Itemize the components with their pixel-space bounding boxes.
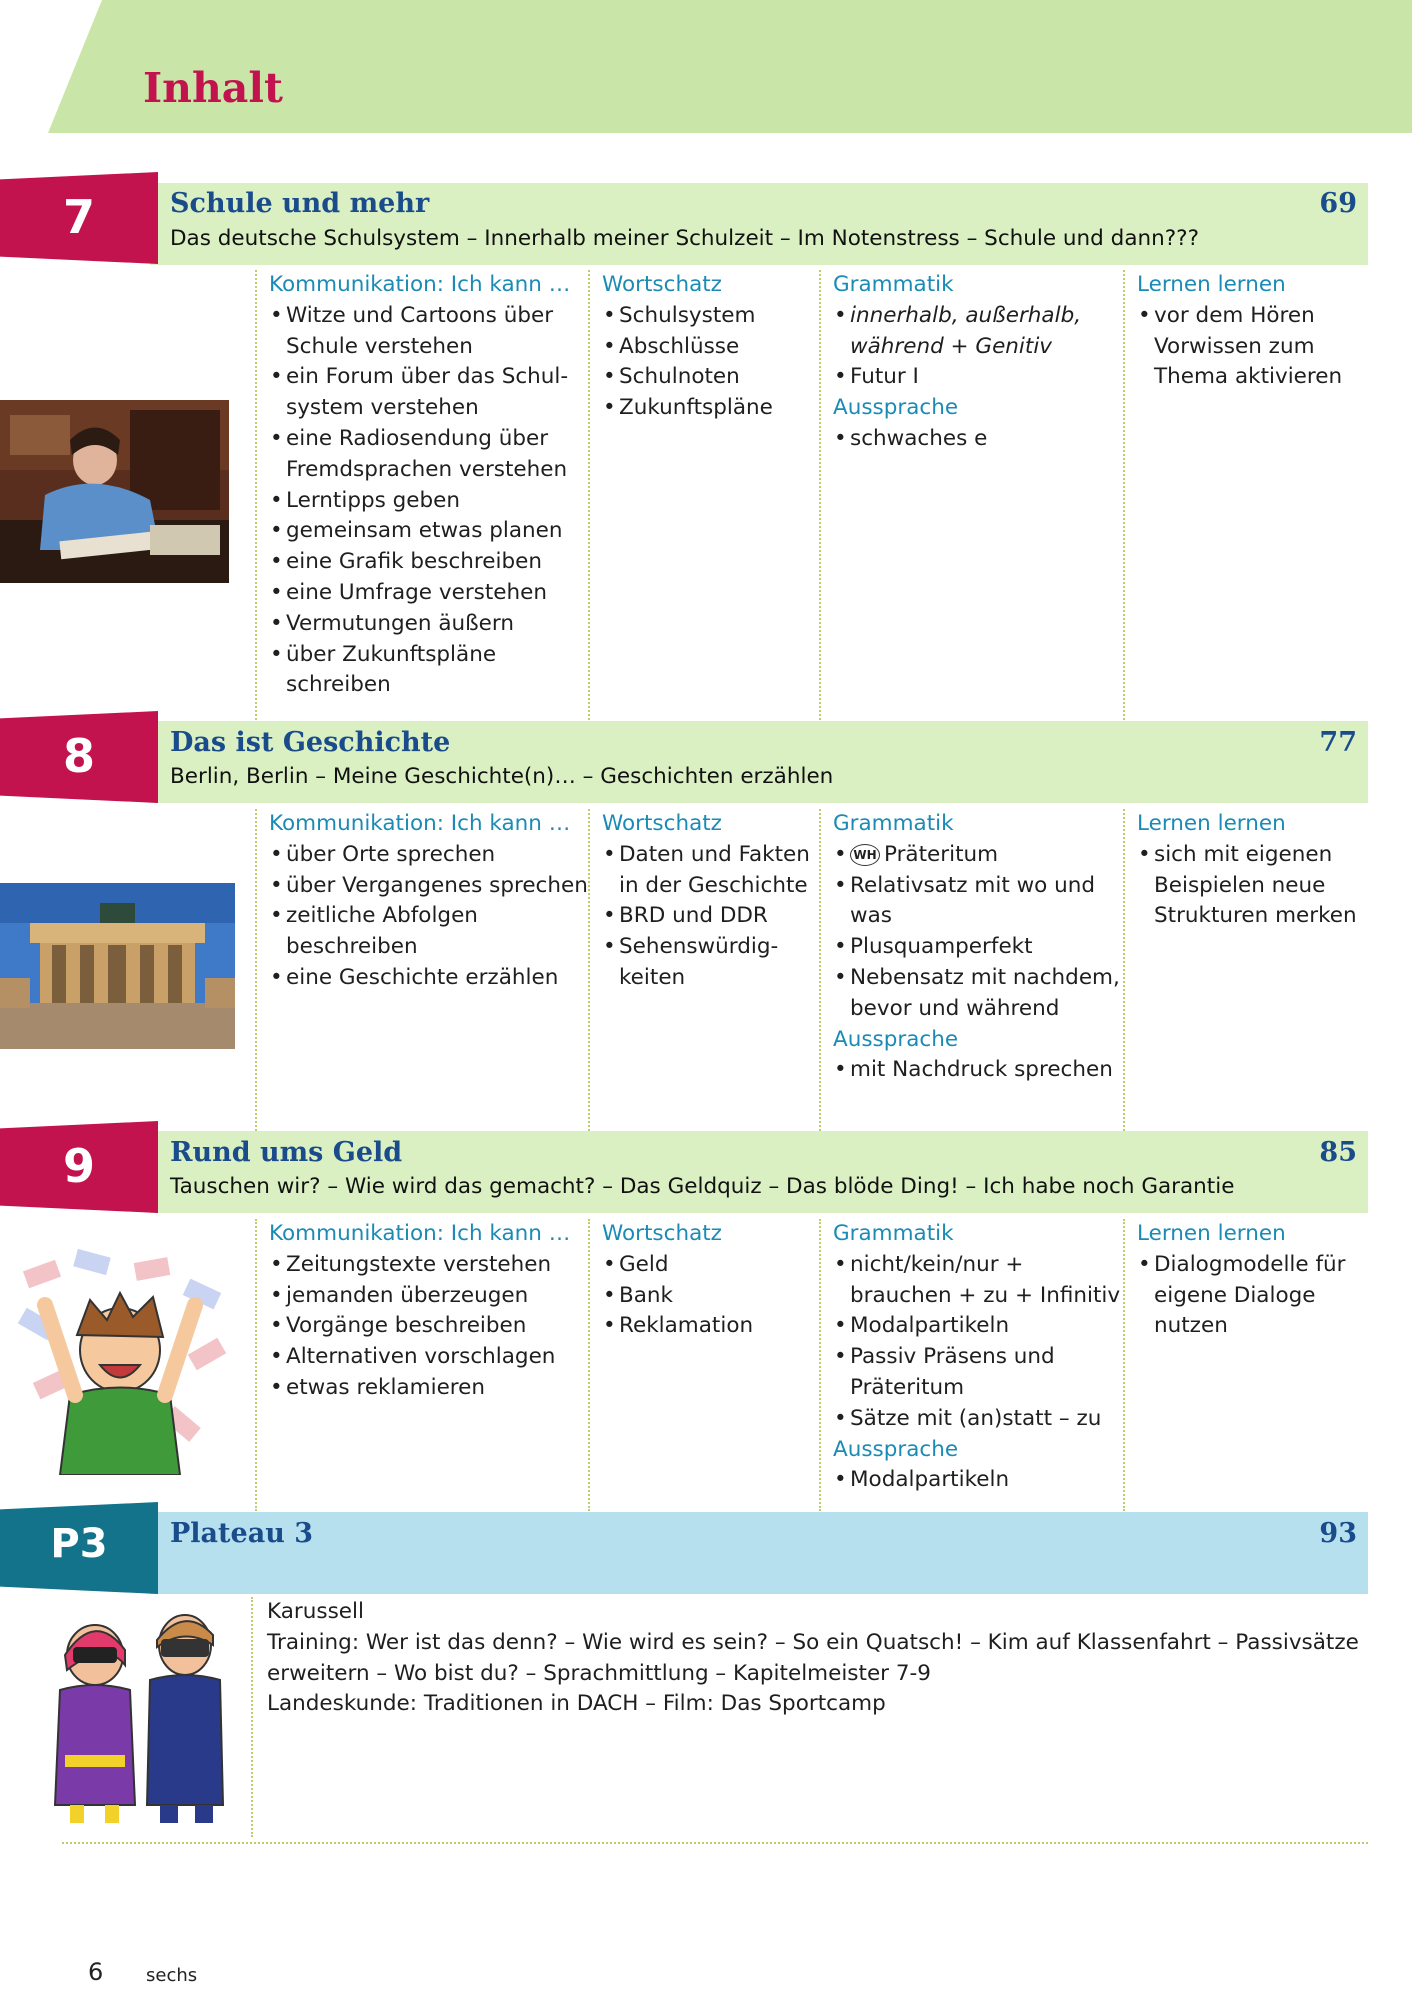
aussprache-heading: Aussprache <box>833 1026 959 1052</box>
footer-divider <box>62 1842 1368 1844</box>
list-item: • vor dem Hören Vorwissen zum Thema aktivieren <box>1137 301 1377 393</box>
list-item: • Reklamation <box>602 1311 820 1342</box>
kommunikation-heading: Kommunikation: Ich kann … <box>269 811 571 836</box>
list-item: • mit Nachdruck sprechen <box>833 1055 1125 1086</box>
list-item: • Dialogmodelle für eigene Dialoge nutzen <box>1137 1250 1377 1342</box>
list-item: • WH Präteritum <box>833 840 1125 871</box>
list-item: • innerhalb, außerhalb, während + Genitiv <box>833 301 1125 363</box>
kommunikation-heading: Kommunikation: Ich kann … <box>269 272 571 297</box>
plateau-line: Karussell <box>267 1599 364 1624</box>
list-item: • schwaches e <box>833 424 1125 455</box>
list-item: • Modalpartikeln <box>833 1311 1125 1342</box>
list-item: • Lerntipps geben <box>269 486 594 517</box>
kommunikation-column <box>255 1219 594 1511</box>
list-item: • Plusquamperfekt <box>833 932 1125 963</box>
list-item: • Relativsatz mit wo und was <box>833 871 1125 933</box>
list-item: • eine Geschichte erzählen <box>269 963 594 994</box>
lernen-column <box>1123 809 1377 1131</box>
plateau-line: Landeskunde: Traditionen in DACH – Film: Das Sportcamp <box>267 1691 886 1717</box>
list-item: • Vorgänge beschreiben <box>269 1311 594 1342</box>
list-item: • jemanden überzeugen <box>269 1281 594 1312</box>
grammatik-heading: Grammatik <box>833 1221 954 1246</box>
kommunikation-column <box>255 270 594 720</box>
wiederholung-badge-icon: WH <box>850 844 880 866</box>
list-item: • eine Radiosendung über Fremdsprachen verstehen <box>269 424 594 486</box>
list-item: • Bank <box>602 1281 820 1312</box>
grammatik-column <box>819 270 1125 720</box>
student-studying-photo <box>0 400 229 583</box>
list-item: • sich mit eigenen Beispielen neue Strukturen merken <box>1137 840 1377 932</box>
grammatik-column <box>819 1219 1125 1511</box>
unit-page-number: 85 <box>1319 1137 1357 1168</box>
list-item: • über Orte sprechen <box>269 840 594 871</box>
list-item: • Modalpartikeln <box>833 1465 1125 1496</box>
list-item: • Sätze mit (an)statt – zu <box>833 1404 1125 1435</box>
unit-subtitle: Das deutsche Schulsystem – Innerhalb meiner Schulzeit – Im Notenstress – Schule und dann??? <box>170 226 1199 251</box>
kommunikation-heading: Kommunikation: Ich kann … <box>269 1221 571 1246</box>
page-title: Inhalt <box>143 64 283 112</box>
list-item: • Abschlüsse <box>602 332 820 363</box>
list-item: • Alternativen vorschlagen <box>269 1342 594 1373</box>
brandenburg-gate-photo <box>0 883 235 1049</box>
list-item: • BRD und DDR <box>602 901 820 932</box>
list-item: • Schulsystem <box>602 301 820 332</box>
unit-subtitle: Berlin, Berlin – Meine Geschichte(n)… – Geschichten erzählen <box>170 764 834 789</box>
wortschatz-heading: Wortschatz <box>602 811 722 836</box>
plateau-number: P3 <box>50 1521 108 1567</box>
unit-number: 7 <box>62 190 95 244</box>
page-number-word: sechs <box>146 1965 198 1986</box>
list-item: • etwas reklamieren <box>269 1373 594 1404</box>
page-number: 6 <box>88 1958 104 1986</box>
unit-title: Das ist Geschichte <box>170 727 451 758</box>
lernen-column <box>1123 270 1377 720</box>
list-item: • Futur I <box>833 362 1125 393</box>
unit-subtitle: Tauschen wir? – Wie wird das gemacht? – Das Geldquiz – Das blöde Ding! – Ich habe noch Garantie <box>170 1174 1235 1199</box>
list-item: • Nebensatz mit nachdem, bevor und während <box>833 963 1125 1025</box>
list-item: • zeitliche Abfolgen beschreiben <box>269 901 594 963</box>
vr-characters-illustration <box>45 1605 235 1825</box>
list-item: • Vermutungen äußern <box>269 609 594 640</box>
aussprache-heading: Aussprache <box>833 395 959 421</box>
list-item: • Geld <box>602 1250 820 1281</box>
wortschatz-column <box>588 270 820 720</box>
wortschatz-heading: Wortschatz <box>602 272 722 297</box>
list-item: • Sehenswürdig-keiten <box>602 932 820 994</box>
unit-title: Schule und mehr <box>170 188 430 219</box>
list-item: • Witze und Cartoons über Schule verstehen <box>269 301 594 363</box>
list-item: • Zukunftspläne <box>602 393 820 424</box>
list-item: • ein Forum über das Schul-system verstehen <box>269 362 594 424</box>
grammatik-heading: Grammatik <box>833 811 954 836</box>
plateau-header-bar <box>150 1512 1368 1594</box>
plateau-content-column <box>251 1597 1377 1837</box>
money-cartoon-illustration <box>15 1245 235 1475</box>
list-item: • über Zukunftspläne schreiben <box>269 640 594 702</box>
grammatik-heading: Grammatik <box>833 272 954 297</box>
lernen-heading: Lernen lernen <box>1137 1221 1286 1246</box>
wortschatz-column <box>588 809 820 1131</box>
wortschatz-heading: Wortschatz <box>602 1221 722 1246</box>
list-item: • über Vergangenes sprechen <box>269 871 594 902</box>
unit-page-number: 77 <box>1319 727 1357 758</box>
list-item: • Schulnoten <box>602 362 820 393</box>
lernen-heading: Lernen lernen <box>1137 811 1286 836</box>
grammatik-column <box>819 809 1125 1131</box>
wortschatz-column <box>588 1219 820 1511</box>
list-item: • Passiv Präsens und Präteritum <box>833 1342 1125 1404</box>
unit-page-number: 69 <box>1319 188 1357 219</box>
list-item: • Daten und Fakten in der Geschichte <box>602 840 820 902</box>
list-item: • Zeitungstexte verstehen <box>269 1250 594 1281</box>
list-item: • gemeinsam etwas planen <box>269 516 594 547</box>
unit-number: 9 <box>62 1139 95 1193</box>
aussprache-heading: Aussprache <box>833 1436 959 1462</box>
unit-number: 8 <box>62 729 95 783</box>
list-item: • eine Umfrage verstehen <box>269 578 594 609</box>
plateau-line: Training: Wer ist das denn? – Wie wird es sein? – So ein Quatsch! – Kim auf Klassenfahrt – Passivsätze erweitern – Wo bist du? – Sprachmittlung – Kapitelmeister 7-9 <box>267 1629 1359 1686</box>
kommunikation-column <box>255 809 594 1131</box>
lernen-column <box>1123 1219 1377 1511</box>
plateau-title: Plateau 3 <box>170 1518 314 1549</box>
list-item: • eine Grafik beschreiben <box>269 547 594 578</box>
list-item: • nicht/kein/nur + brauchen + zu + Infinitiv <box>833 1250 1125 1312</box>
unit-title: Rund ums Geld <box>170 1137 403 1168</box>
plateau-page-number: 93 <box>1319 1518 1357 1549</box>
lernen-heading: Lernen lernen <box>1137 272 1286 297</box>
